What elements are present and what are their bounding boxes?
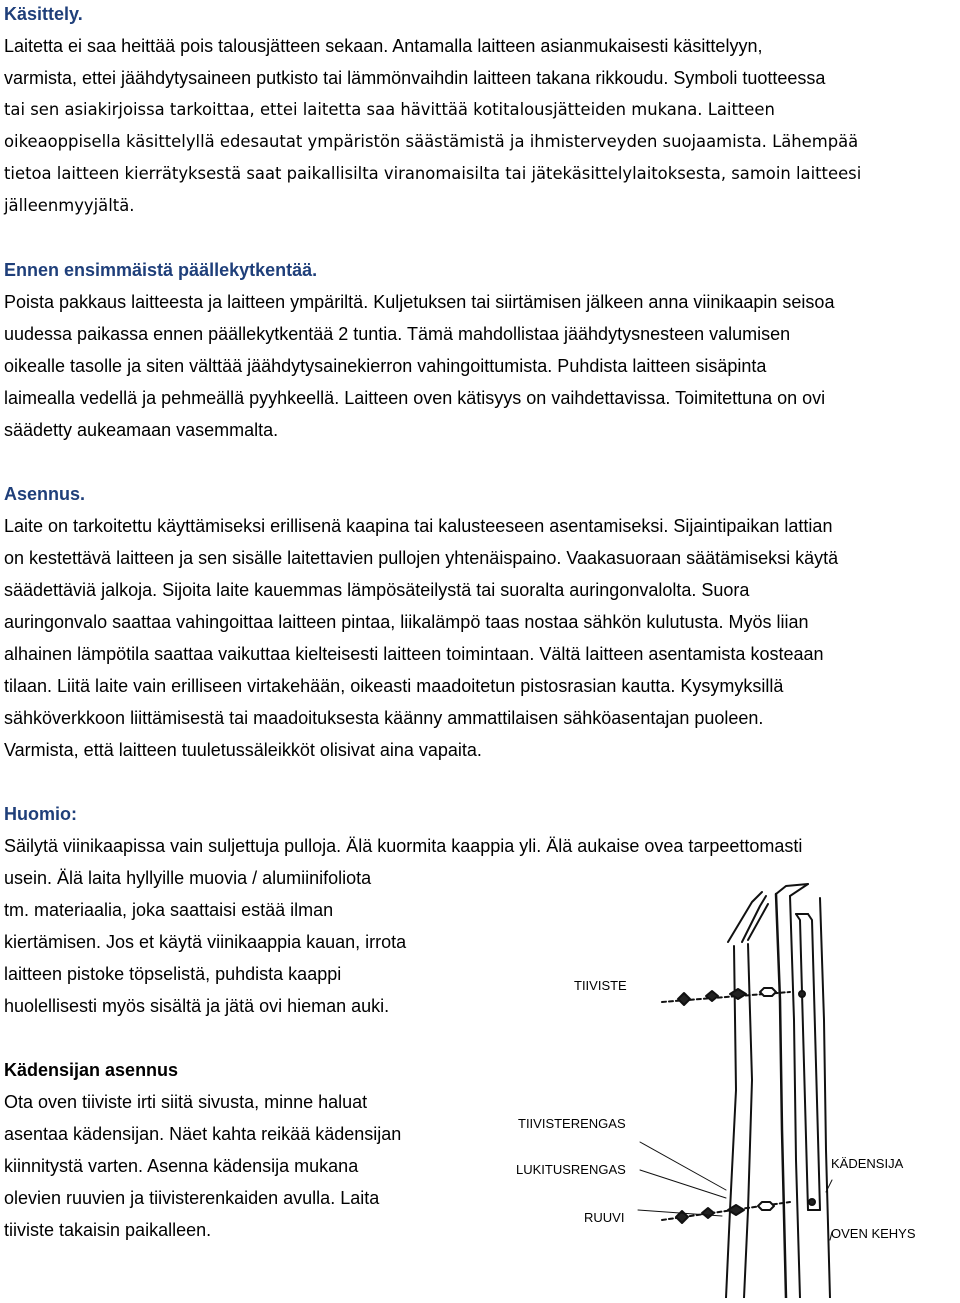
kadensija-line-4: olevien ruuvien ja tiivisterenkaiden avulla. Laita	[4, 1188, 380, 1208]
label-lukitusrengas: LUKITUSRENGAS	[516, 1162, 626, 1177]
ennen-line-1: Poista pakkaus laitteesta ja laitteen ympäriltä. Kuljetuksen tai siirtämisen jälkeen anna viinikaapin seisoa	[4, 292, 835, 312]
asennus-line-1: Laite on tarkoitettu käyttämiseksi erillisenä kaapina tai kalusteeseen asentamiseksi. Sijaintipaikan lattian	[4, 516, 833, 536]
ennen-line-3: oikealle tasolle ja siten välttää jäähdytysainekierron vahingoittumista. Puhdista laitteen sisäpinta	[4, 356, 767, 376]
asennus-line-3: säädettäviä jalkoja. Sijoita laite kauemmas lämpösäteilystä tai suoralta auringonvalolta. Suora	[4, 580, 750, 600]
kasittely-line-5: tietoa laitteen kierrätyksestä saat paikallisilta viranomaisilta tai jätekäsittelylaitoksesta, samoin laitteesi	[4, 164, 862, 183]
asennus-line-6: tilaan. Liitä laite vain erilliseen virtakehään, oikeasti maadoitetun pistosrasian kautta. Kysymyksillä	[4, 676, 784, 696]
kadensija-line-1: Ota oven tiiviste irti siitä sivusta, minne haluat	[4, 1092, 368, 1112]
kadensija-line-3: kiinnitystä varten. Asenna kädensija mukana	[4, 1156, 359, 1176]
huomio-line-2: usein. Älä laita hyllyille muovia / alumiinifoliota	[4, 868, 372, 888]
heading-asennus: Asennus.	[4, 484, 86, 504]
ennen-line-2: uudessa paikassa ennen päällekytkentää 2 tuntia. Tämä mahdollistaa jäähdytysnesteen valumisen	[4, 324, 791, 344]
asennus-line-5: alhainen lämpötila saattaa vaikuttaa kielteisesti laitteen toimintaan. Vältä laitteen asentamista kosteaan	[4, 644, 824, 664]
asennus-line-8: Varmista, että laitteen tuuletussäleikköt olisivat aina vapaita.	[4, 740, 482, 760]
kasittely-line-1: Laitetta ei saa heittää pois talousjätteen sekaan. Antamalla laitteen asianmukaisesti käsittelyyn,	[4, 36, 763, 56]
label-kadensija: KÄDENSIJA	[831, 1156, 904, 1171]
kadensija-line-5: tiiviste takaisin paikalleen.	[4, 1220, 212, 1240]
huomio-line-4: kiertämisen. Jos et käytä viinikaappia kauan, irrota	[4, 932, 407, 952]
asennus-line-7: sähköverkkoon liittämisestä tai maadoituksesta käänny ammattilaisen sähköasentajan puoleen.	[4, 708, 764, 728]
asennus-line-2: on kestettävä laitteen ja sen sisälle laitettavien pullojen yhtenäispaino. Vaakasuoraan säätämiseksi käytä	[4, 548, 839, 568]
huomio-line-3: tm. materiaalia, joka saattaisi estää ilman	[4, 900, 334, 920]
heading-kadensija: Kädensijan asennus	[4, 1060, 179, 1080]
kasittely-line-4: oikeaoppisella käsittelyllä edesautat ympäristön säästämistä ja ihmisterveyden suojaamista. Lähempää	[4, 132, 859, 151]
asennus-line-4: auringonvalo saattaa vahingoittaa laitteen pintaa, liikalämpö taas nostaa sähkön kulutusta. Myös liian	[4, 612, 809, 632]
huomio-line-1: Säilytä viinikaapissa vain suljettuja pulloja. Älä kuormita kaappia yli. Älä aukaise ovea tarpeettomasti	[4, 836, 803, 856]
ennen-line-4: laimealla vedellä ja pehmeällä pyyhkeellä. Laitteen oven kätisyys on vaihdettavissa. Toimitettuna on ovi	[4, 388, 826, 408]
label-oven-kehys: OVEN KEHYS	[831, 1226, 916, 1241]
label-tiiviste: TIIVISTE	[574, 978, 627, 993]
kasittely-line-6: jälleenmyyjältä.	[4, 196, 135, 215]
label-ruuvi: RUUVI	[584, 1210, 625, 1225]
kadensija-line-2: asentaa kädensijan. Näet kahta reikää kädensijan	[4, 1124, 402, 1144]
heading-huomio: Huomio:	[4, 804, 77, 824]
ennen-line-5: säädetty aukeamaan vasemmalta.	[4, 420, 279, 440]
label-tiivisterengas: TIIVISTERENGAS	[518, 1116, 626, 1131]
huomio-line-6: huolellisesti myös sisältä ja jätä ovi hieman auki.	[4, 996, 390, 1016]
kasittely-line-2: varmista, ettei jäähdytysaineen putkisto tai lämmönvaihdin laitteen takana rikkoudu. Symboli tuotteessa	[4, 68, 826, 88]
heading-ennen: Ennen ensimmäistä päällekytkentää.	[4, 260, 318, 280]
kasittely-line-3: tai sen asiakirjoissa tarkoittaa, ettei laitetta saa hävittää kotitalousjätteiden mukana. Laitteen	[4, 100, 775, 119]
huomio-line-5: laitteen pistoke töpselistä, puhdista kaappi	[4, 964, 342, 984]
heading-kasittely: Käsittely.	[4, 4, 83, 24]
